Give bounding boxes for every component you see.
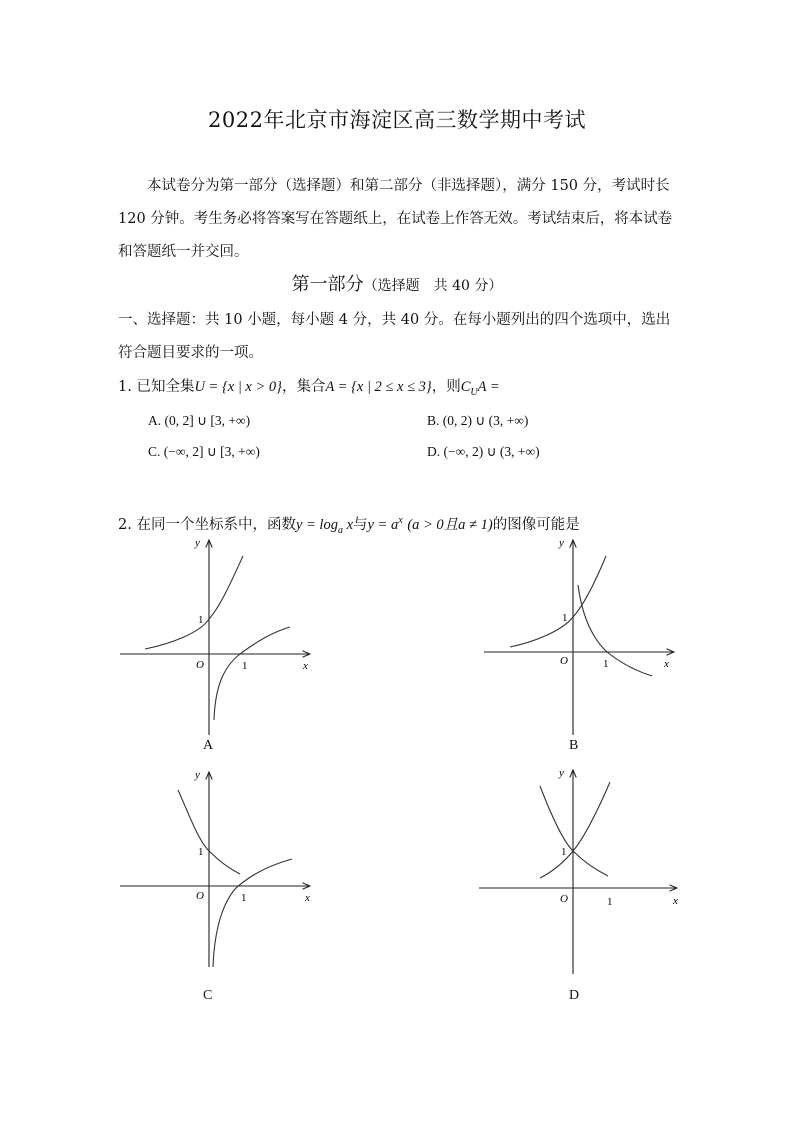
x-one-label: 1: [607, 896, 613, 908]
q1-option-a[interactable]: A. (0, 2] ∪ [3, +∞): [148, 413, 251, 428]
q1-option-c[interactable]: C. (−∞, 2] ∪ [3, +∞): [148, 444, 260, 459]
section-heading: [0, 270, 794, 296]
question-2-math-log-end: x: [342, 517, 354, 533]
decreasing-exponential-curve: [540, 786, 608, 876]
origin-label: O: [196, 890, 204, 902]
log-curve: [213, 859, 292, 967]
y-label: y: [559, 537, 564, 549]
q1-option-d[interactable]: D. (−∞, 2) ∪ (3, +∞): [427, 444, 540, 459]
section-instructions: 一、选择题：共 10 小题，每小题 4 分，共 40 分。在每小题列出的四个选项中，选出符合题目要求的一项。: [118, 312, 671, 361]
question-2-text-b: 与: [353, 517, 368, 533]
y-label: y: [559, 767, 564, 779]
origin-label: O: [196, 659, 204, 671]
origin-label: O: [560, 893, 568, 905]
question-1-text-a: 已知全集: [136, 379, 195, 395]
graph-a-caption[interactable]: A: [203, 738, 214, 753]
question-1-math-u: U = {x | x > 0}: [194, 379, 282, 395]
question-1-math-a: A = {x | 2 ≤ x ≤ 3}: [325, 379, 432, 395]
exponential-curve: [145, 556, 243, 649]
graph-c[interactable]: [110, 762, 320, 972]
log-curve: [214, 627, 290, 720]
question-2-math-log: y = log: [295, 517, 338, 533]
x-label: x: [664, 658, 669, 670]
question-1-math-sub: U: [470, 386, 478, 398]
intro-paragraph: 本试卷分为第一部分（选择题）和第二部分（非选择题），满分 150 分，考试时长 120 分钟。考生务必将答案写在答题纸上，在试卷上作答无效。考试结束后，将本试卷和答题纸一并交回。: [118, 178, 673, 260]
question-2-math-cond: (a > 0且a ≠ 1): [407, 517, 493, 533]
question-1-number: 1.: [118, 379, 132, 395]
x-one-label: 1: [242, 660, 248, 672]
question-1: [118, 375, 500, 398]
question-2-text-a: 在同一个坐标系中，函数: [136, 517, 296, 533]
x-one-label: 1: [603, 658, 609, 670]
y-one-label: 1: [198, 614, 204, 626]
x-label: x: [673, 895, 678, 907]
x-label: x: [305, 892, 310, 904]
increasing-exponential-curve: [540, 782, 610, 878]
section-note: （选择题 共 40 分）: [363, 278, 503, 294]
question-2-math-exp-sup: x: [398, 515, 403, 527]
section-title: 第一部分: [291, 274, 364, 295]
y-label: y: [195, 537, 200, 549]
y-one-label: 1: [198, 846, 204, 858]
y-one-label: 1: [561, 846, 567, 858]
q1-option-b[interactable]: B. (0, 2) ∪ (3, +∞): [427, 413, 529, 428]
exponential-curve: [510, 556, 606, 647]
origin-label: O: [560, 655, 568, 667]
x-label: x: [303, 660, 308, 672]
y-one-label: 1: [562, 612, 568, 624]
log-curve: [578, 585, 652, 676]
graph-d-caption[interactable]: D: [569, 988, 580, 1003]
graph-b[interactable]: [474, 530, 684, 740]
question-2-text-c: 的图像可能是: [492, 517, 580, 533]
y-label: y: [195, 769, 200, 781]
graph-a[interactable]: [110, 530, 320, 740]
question-2-math-exp: y = a: [367, 517, 399, 533]
question-2-math-log-sub: a: [337, 524, 343, 536]
graph-c-caption[interactable]: C: [203, 988, 213, 1003]
question-1-math-c: C: [460, 379, 471, 395]
question-2-number: 2.: [118, 517, 132, 533]
graph-b-caption[interactable]: B: [569, 738, 579, 753]
graph-d[interactable]: [474, 762, 684, 977]
page-title: 2022年北京市海淀区高三数学期中考试: [208, 108, 586, 132]
question-1-text-c: ，则: [431, 379, 461, 395]
question-1-text-b: ，集合: [281, 379, 326, 395]
question-1-math-end: A =: [477, 379, 500, 395]
x-one-label: 1: [241, 892, 247, 904]
